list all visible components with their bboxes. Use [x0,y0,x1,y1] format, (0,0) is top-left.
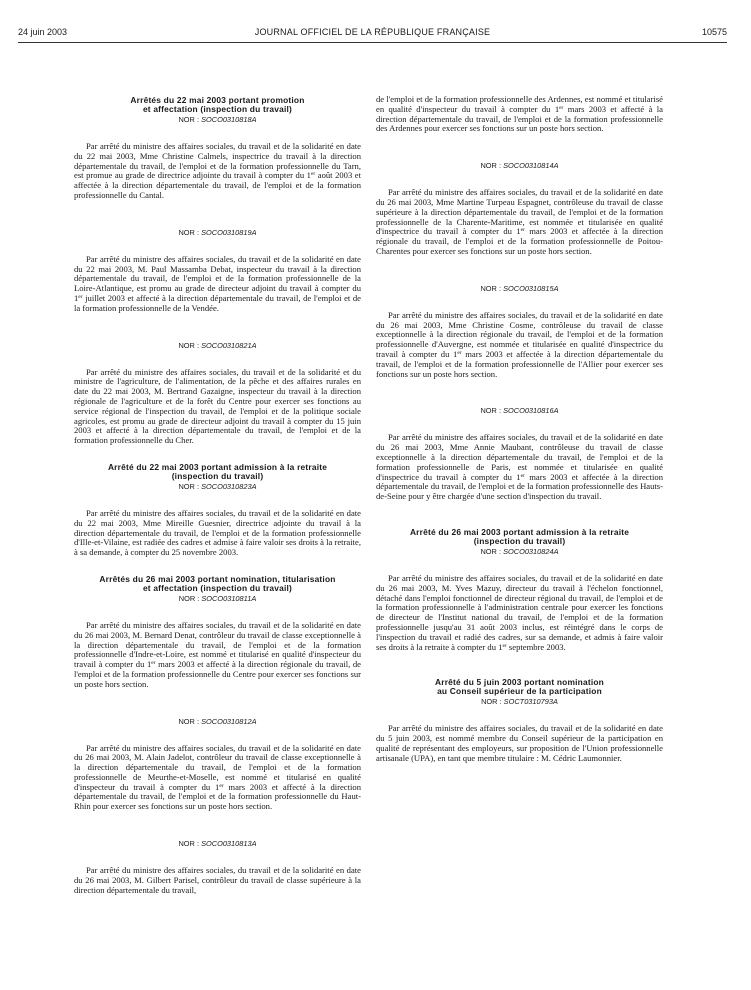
decree-paragraph: Par arrêté du ministre des affaires sociales, du travail et de la solidarité en date du 22 mai 2003, Mme Mireille Guesnier, directrice adjointe du travail à la direction départementale du travail, de l'emploi et de la formation professionnelle d'Ille-et-Vilaine, est radiée des cadres et admise à faire valoir ses droits à la retraite, à sa demande, à compter du 25 novembre 2003. [74,507,361,558]
nor-reference: NOR : SOCO0310819A [178,227,257,237]
nor-reference: NOR : SOCO0310816A [480,406,559,416]
decree-paragraph-continued: de l'emploi et de la formation professionnelle des Ardennes, est nommé et titularisé en qualité d'inspecteur du travail à compter du 1er mars 2003 et affecté à la direction départementale du travail, de l'emploi et de la formation professionnelle des Ardennes pour exercer ses fonctions sur un poste hors section. [376,94,663,134]
decree-paragraph: Par arrêté du ministre des affaires sociales, du travail et de la solidarité en date du 5 juin 2003, est nommé membre du Conseil supérieur de la participation en qualité de représentant des employeurs, sur proposition de l'Union professionnelle artisanale (UPA), en tant que membre titulaire : M. Cédric Laumonnier. [376,723,663,763]
header-journal-title: JOURNAL OFFICIEL DE LA RÉPUBLIQUE FRANÇAISE [254,27,491,37]
decree-paragraph: Par arrêté du ministre des affaires sociales, du travail et de la solidarité en date du 26 mai 2003, M. Alain Jadelot, contrôleur du travail de classe exceptionnelle à la direction départementale du travail, de l'emploi et de la formation professionnelle de Meurthe-et-Moselle, est nommé et titularisé en qualité d'inspecteur du travail à compter du 1er mars 2003 et affecté à la direction départementale du travail, de l'emploi et de la formation professionnelle du Haut-Rhin pour exercer ses fonctions sur un poste hors section. [74,742,361,812]
decree-paragraph: Par arrêté du ministre des affaires sociales, du travail et de la solidarité en date du 26 mai 2003, Mme Annie Maubant, contrôleuse du travail de classe exceptionnelle à la direction départementale du travail, de l'emploi et de la formation professionnelle de Paris, est nommée et titularisée en qualité d'inspectrice du travail à compter du 1er mars 2003 et affectée à la direction départementale du travail, de l'emploi et de la formation professionnelle des Hauts-de-Seine pour y être chargée d'une section d'inspection du travail. [376,432,663,502]
right-column [376,95,663,763]
nor-reference: NOR : SOCO0310818A [178,115,257,124]
section-title: Arrêté du 5 juin 2003 portant nomination au Conseil supérieur de la participation [434,677,604,697]
section-title: Arrêté du 22 mai 2003 portant admission à la retraite (inspection du travail) [107,461,328,481]
nor-reference: NOR : SOCO0310813A [178,839,257,849]
section-title: Arrêté du 26 mai 2003 portant admission à la retraite (inspection du travail) [409,526,630,546]
section-title: Arrêtés du 22 mai 2003 portant promotion et affectation (inspection du travail) [130,95,305,114]
header-page-number: 10575 [701,27,727,37]
decree-paragraph: Par arrêté du ministre des affaires sociales, du travail et de la solidarité en date du 26 mai 2003, M. Bernard Denat, contrôleur du travail de classe exceptionnelle à la direction départementale du travail, de l'emploi et de la formation professionnelle d'Indre-et-Loire, est nommé et titularisé en qualité d'inspecteur du travail à compter du 1er mars 2003 et affecté à la direction régionale du travail, de l'emploi et de la formation professionnelle du Centre pour exercer ses fonctions sur un poste hors section. [74,619,361,689]
header-rule [18,42,727,43]
decree-paragraph: Par arrêté du ministre des affaires sociales, du travail et de la solidarité en date du 22 mai 2003, Mme Christine Calmels, inspectrice du travail à la direction départementale du travail, de l'emploi et de la formation professionnelle du Tarn, est promue au grade de directrice adjointe du travail à compter du 1er août 2003 et affectée à la direction départementale du travail, de l'emploi et de la formation professionnelle du Cantal. [74,141,361,200]
nor-reference: NOR : SOCO0310823A [178,481,257,491]
decree-paragraph: Par arrêté du ministre des affaires sociales, du travail et de la solidarité en date du 26 mai 2003, M. Gilbert Parisel, contrôleur du travail de classe supérieure à la direction départementale du travail, [74,865,361,895]
page-header [18,27,727,39]
section-title: Arrêtés du 26 mai 2003 portant nomination, titularisation et affectation (inspection du travail) [99,573,336,593]
decree-paragraph: Par arrêté du ministre des affaires sociales, du travail et de la solidarité en date du 22 mai 2003, M. Paul Massamba Debat, inspecteur du travail à la direction départementale du travail, de l'emploi et de la formation professionnelle de la Loire-Atlantique, est promu au grade de directeur adjoint du travail à compter du 1er juillet 2003 et affecté à la direction départementale du travail, de l'emploi et de la formation professionnelle de la Vendée. [74,253,361,313]
nor-reference: NOR : SOCT0310793A [481,697,558,707]
nor-reference: NOR : SOCO0310821A [178,340,257,350]
decree-paragraph: Par arrêté du ministre des affaires sociales, du travail et de la solidarité en date du 26 mai 2003, Mme Martine Turpeau Espagnet, contrôleuse du travail de classe supérieure à la direction départementale du travail, de l'emploi et de la formation professionnelle de la Charente-Maritime, est nommée et titularisée en qualité d'inspectrice du travail à compter du 1er mars 2003 et affectée à la direction régionale du travail, de l'emploi et de la formation professionnelle de Poitou-Charentes pour exercer ses fonctions sur un poste hors section. [376,187,663,256]
nor-reference: NOR : SOCO0310824A [480,546,559,556]
nor-reference: NOR : SOCO0310814A [480,161,559,171]
decree-paragraph: Par arrêté du ministre des affaires sociales, du travail et de la solidarité en date du 26 mai 2003, M. Yves Mazuy, directeur du travail à l'échelon fonctionnel, détaché dans l'emploi fonctionnel de directeur régional du travail, de l'emploi et de la formation professionnelle à l'administration centrale pour exercer les fonctions de directeur de l'Institut national du travail, de l'emploi et de la formation professionnelle jusqu'au 31 août 2003 inclus, est réintégré dans le corps de l'inspection du travail et radié des cadres, sur sa demande, et admis à faire valoir ses droits à la retraite à compter du 1er septembre 2003. [376,572,663,652]
decree-paragraph: Par arrêté du ministre des affaires sociales, du travail et de la solidarité en date du 26 mai 2003, Mme Christine Cosme, contrôleuse du travail de classe exceptionnelle à la direction régionale du travail, de l'emploi et de la formation professionnelle d'Auvergne, est nommée et titularisée en qualité d'inspectrice du travail à compter du 1er mars 2003 et affectée à la direction départementale du travail, de l'emploi et de la formation professionnelle de l'Allier pour exercer ses fonctions sur un poste hors section. [376,309,664,379]
header-date: 24 juin 2003 [18,27,68,37]
nor-reference: NOR : SOCO0310815A [480,283,559,293]
decree-paragraph: Par arrêté du ministre des affaires sociales, du travail et de la solidarité et du ministre de l'agriculture, de l'alimentation, de la pêche et des affaires rurales en date du 22 mai 2003, M. Bertrand Gazaigne, inspecteur du travail à la direction régionale de l'agriculture et de la forêt du Centre pour exercer ses fonctions au service régional de l'inspection du travail, de l'emploi et de la politique sociale agricoles, est promu au grade de directeur adjoint du travail à compter du 15 juin 2003 et affecté à la direction départementale du travail, de l'emploi et de la formation professionnelle du Cher. [74,366,361,446]
left-column [74,96,361,895]
nor-reference: NOR : SOCO0310811A [178,593,257,603]
nor-reference: NOR : SOCO0310812A [178,716,257,726]
